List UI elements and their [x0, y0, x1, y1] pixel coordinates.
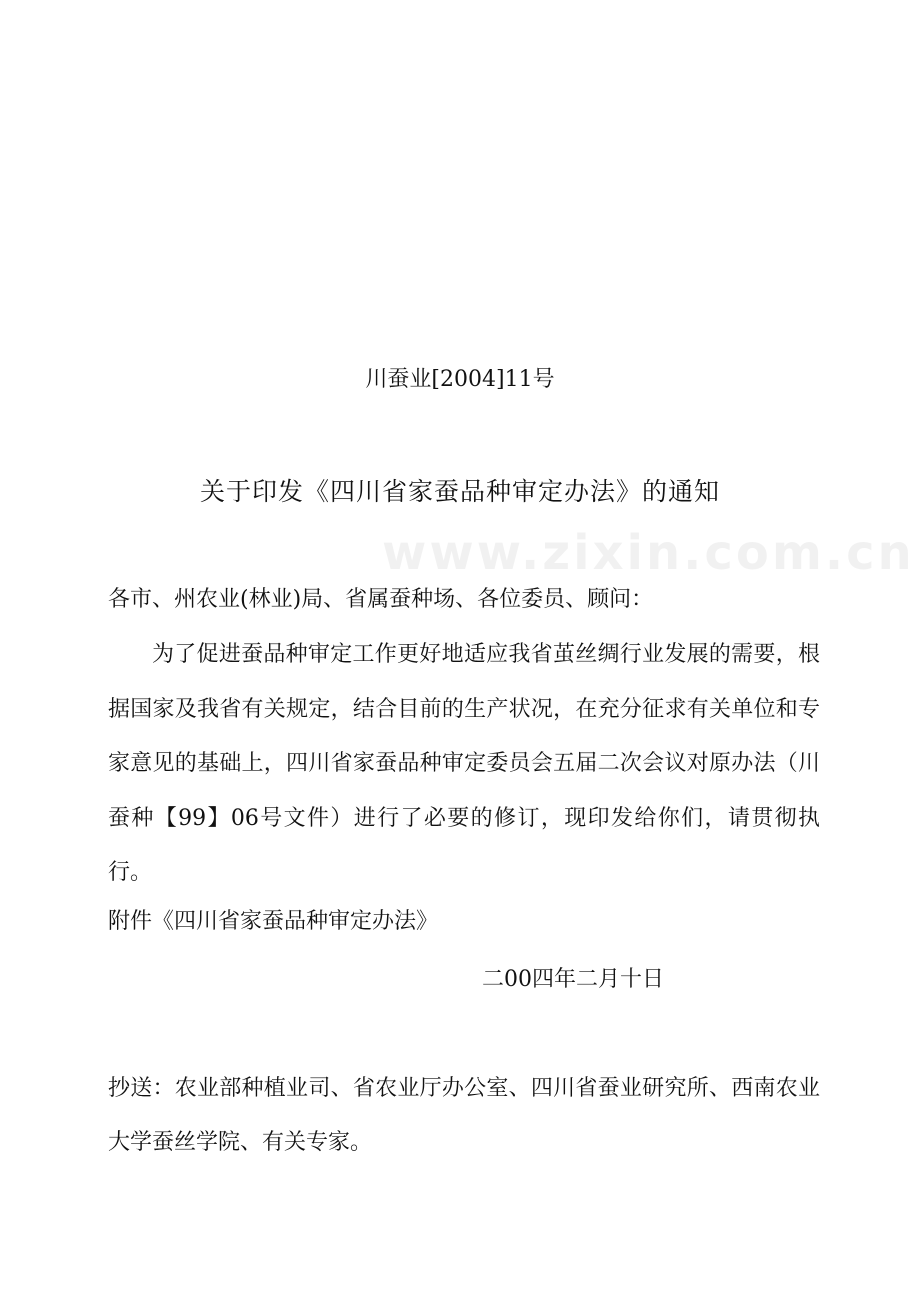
document-title: 关于印发《四川省家蚕品种审定办法》的通知: [199, 477, 720, 506]
salutation: 各市、州农业(林业)局、省属蚕种场、各位委员、顾问：: [108, 587, 654, 612]
cc-list: 抄送：农业部种植业司、省农业厅办公室、四川省蚕业研究所、西南农业大学蚕丝学院、有关专家。: [108, 1076, 820, 1155]
issue-date: 二00四年二月十日: [482, 967, 664, 992]
body-paragraph: 为了促进蚕品种审定工作更好地适应我省茧丝绸行业发展的需要，根据国家及我省有关规定，结合目前的生产状况，在充分征求有关单位和专家意见的基础上，四川省家蚕品种审定委员会五届二次会议对原办法（川蚕种【99】06号文件）进行了必要的修订，现印发给你们，请贯彻执行。: [108, 642, 820, 885]
attachment-line: 附件《四川省家蚕品种审定办法》: [108, 909, 439, 934]
document-number: 川蚕业[2004]11号: [365, 367, 555, 392]
watermark: www.zixin.com.cn: [382, 525, 915, 581]
